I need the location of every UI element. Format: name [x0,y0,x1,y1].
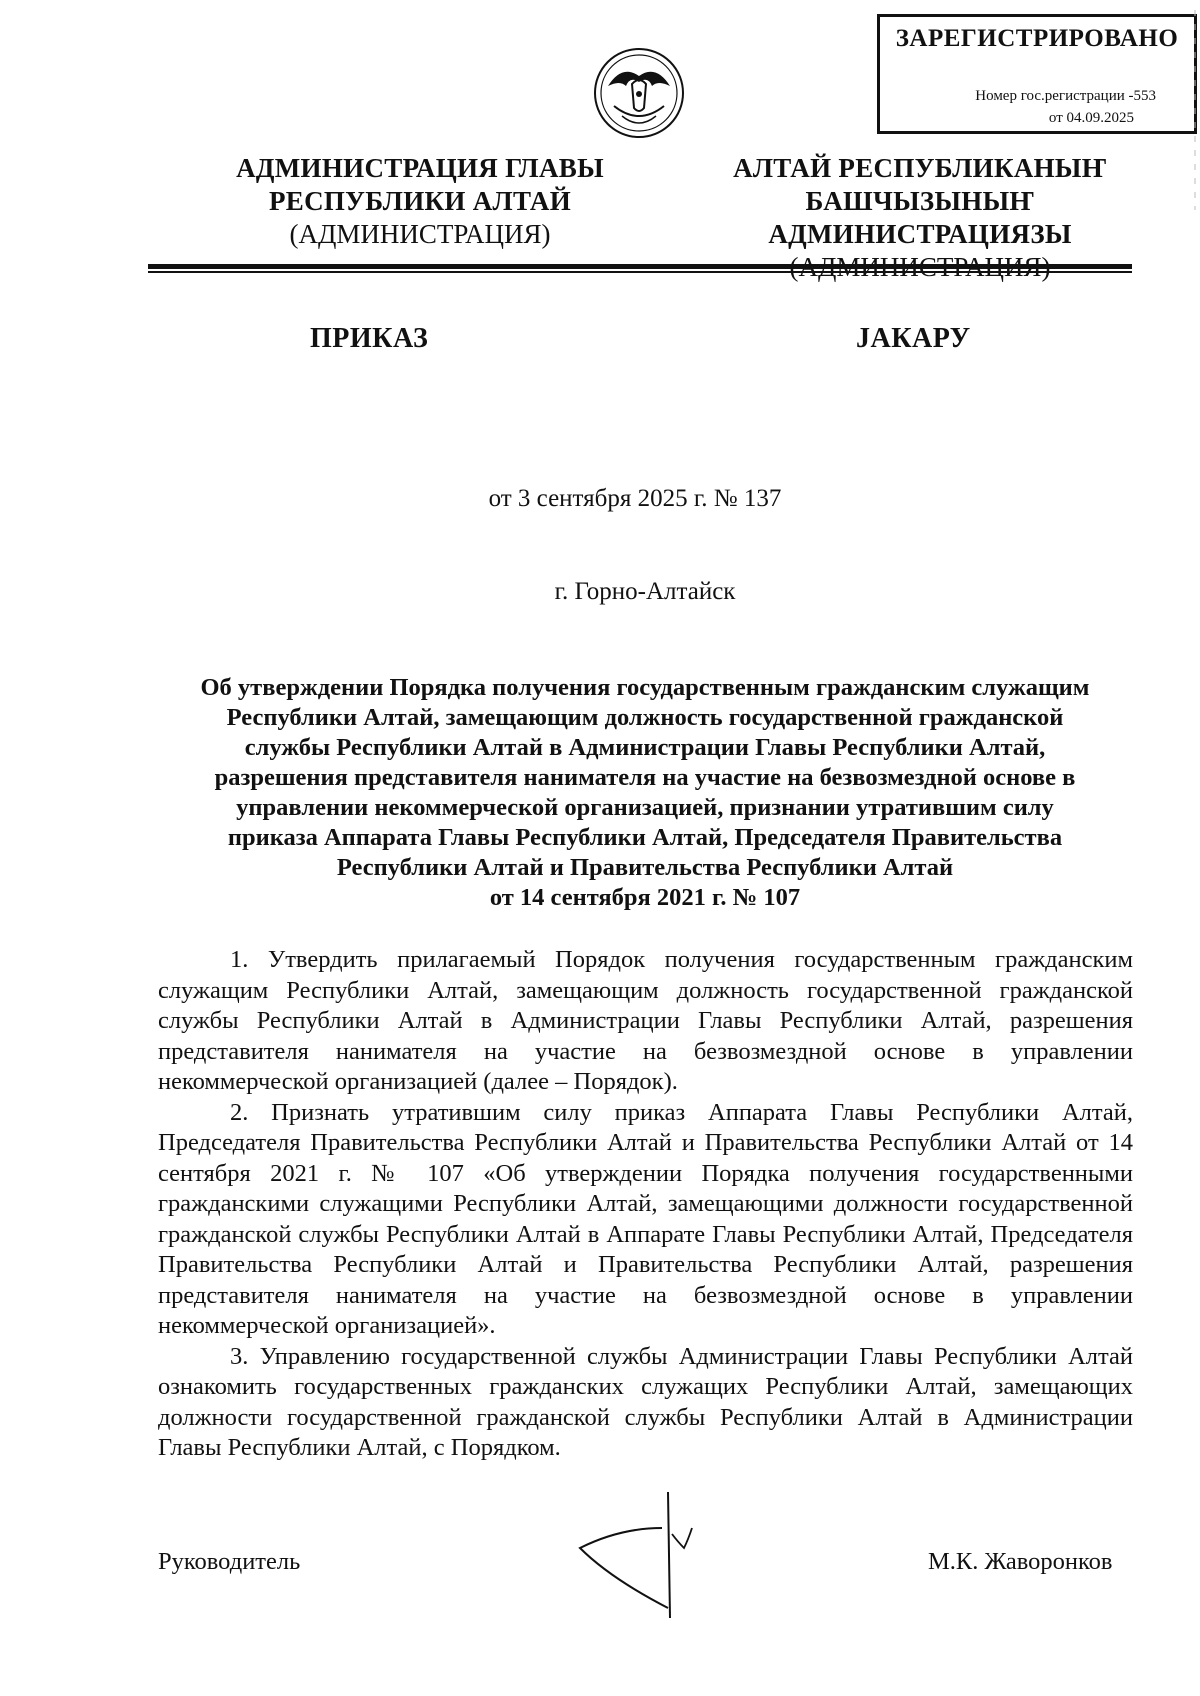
scan-edge-marks [1193,10,1197,210]
title-line: от 14 сентября 2021 г. № 107 [489,884,801,911]
document-body [158,945,1133,1464]
header-left [140,152,700,251]
doc-type-ru: ПРИКАЗ [310,323,429,354]
header-right-line2: БАШЧЫЗЫНЫҤ [805,186,1035,216]
header-left-line3: (АДМИНИСТРАЦИЯ) [289,219,551,249]
header-right-line1: АЛТАЙ РЕСПУБЛИКАНЫҤ [733,153,1107,183]
stamp-reg-date: от 04.09.2025 [1048,110,1134,126]
title-line: Об утверждении Порядка получения государственным гражданским служащим [200,674,1090,701]
title-line: Республики Алтай и Правительства Республики Алтай [336,854,954,881]
paragraph-1: 1. Утвердить прилагаемый Порядок получения государственным гражданским служащим Республики Алтай, замещающим должность государственной гражданской службы Республики Алтай в Администрации Главы Республики Алтай, разрешения представителя нанимателя на участие на безвозмездной основе в управлении некоммерческой организацией (далее – Порядок). [158,946,1133,1095]
paragraph-2: 2. Признать утратившим силу приказ Аппарата Главы Республики Алтай, Председателя Правительства Республики Алтай и Правительства Республики Алтай от 14 сентября 2021 г. № 107 «Об утверждении Порядка получения государственными гражданскими служащими Республики Алтай, замещающими должности государственной гражданской службы Республики Алтай в Аппарате Главы Республики Алтай, Председателя Правительства Республики Алтай и Правительства Республики Алтай, разрешения представителя нанимателя на участие на безвозмездной основе в управлении некоммерческой организацией». [158,1098,1133,1339]
handwritten-signature-icon [560,1488,710,1623]
signature-position: Руководитель [158,1548,301,1575]
date-number: от 3 сентября 2025 г. № 137 [488,485,782,512]
republic-emblem-icon [592,46,686,140]
place: г. Горно-Алтайск [554,578,736,605]
title-line: управлении некоммерческой организацией, признании утратившим силу [236,794,1054,821]
title-line: разрешения представителя нанимателя на участие на безвозмездной основе в [214,764,1076,791]
document-title [150,673,1140,913]
title-line: Республики Алтай, замещающим должность государственной гражданской [226,704,1064,731]
stamp-title: ЗАРЕГИСТРИРОВАНО [895,25,1179,52]
title-line: приказа Аппарата Главы Республики Алтай, Председателя Правительства [227,824,1063,851]
paragraph-3: 3. Управлению государственной службы Администрации Главы Республики Алтай ознакомить государственных гражданских служащих Республики Алтай, замещающих должности государственной гражданской службы Республики Алтай в Администрации Главы Республики Алтай, с Порядком. [158,1342,1133,1461]
registration-stamp [877,14,1197,134]
signature-name: М.К. Жаворонков [928,1548,1113,1575]
header-right-line3: АДМИНИСТРАЦИЯЗЫ [768,219,1072,249]
header-left-line1: АДМИНИСТРАЦИЯ ГЛАВЫ [236,153,604,183]
title-line: службы Республики Алтай в Администрации Главы Республики Алтай, [244,734,1046,761]
stamp-reg-number: Номер гос.регистрации -553 [975,88,1156,104]
doc-type-alt: JАКАРУ [856,323,971,354]
header-divider-thin [148,271,1132,273]
header-left-line2: РЕСПУБЛИКИ АЛТАЙ [268,186,572,216]
header-divider-thick [148,264,1132,269]
